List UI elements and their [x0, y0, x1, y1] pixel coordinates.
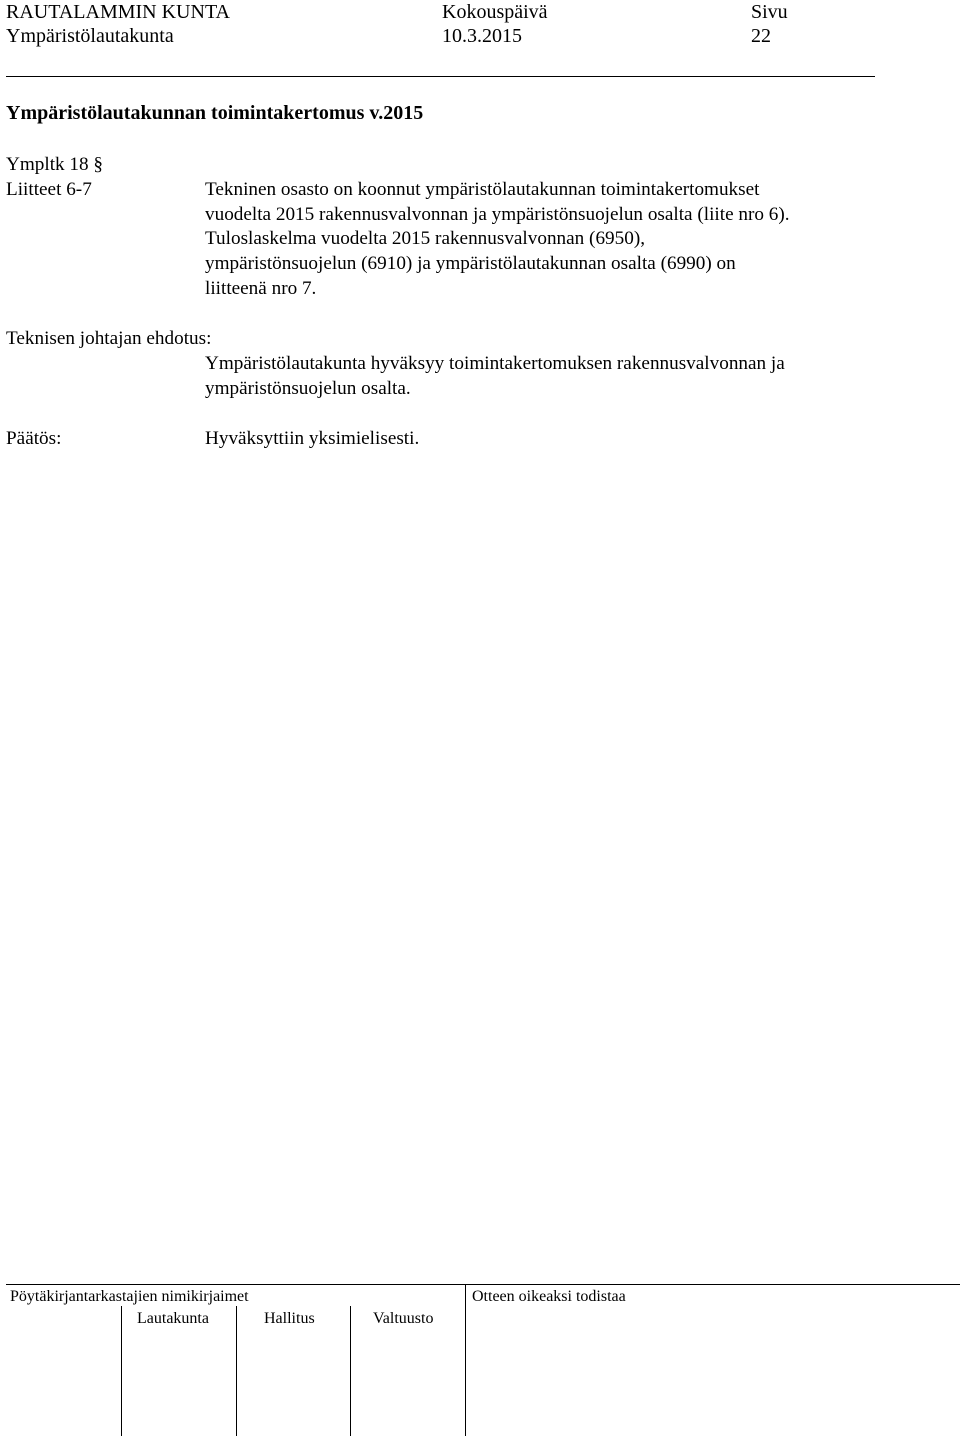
proposal-line: Ympäristölautakunta hyväksyy toimintakertomuksen rakennusvalvonnan ja	[205, 353, 785, 374]
footer-top-line	[6, 1284, 960, 1285]
page-label: Sivu	[751, 1, 788, 23]
decision-text: Hyväksyttiin yksimielisesti.	[205, 428, 420, 449]
footer-col-valtuusto: Valtuusto	[373, 1310, 434, 1327]
proposal-label: Teknisen johtajan ehdotus:	[6, 328, 212, 349]
body-line: liitteenä nro 7.	[205, 278, 317, 299]
body-line: ympäristönsuojelun (6910) ja ympäristölautakunnan osalta (6990) on	[205, 253, 736, 274]
footer-col-divider	[121, 1306, 122, 1436]
footer-divider	[465, 1284, 466, 1436]
proposal-line: ympäristönsuojelun osalta.	[205, 378, 411, 399]
certify-label: Otteen oikeaksi todistaa	[472, 1288, 626, 1305]
header-divider	[6, 76, 875, 77]
section-ref: Ympltk 18 §	[6, 154, 104, 175]
initials-label: Pöytäkirjantarkastajien nimikirjaimet	[10, 1288, 249, 1305]
section-title: Ympäristölautakunnan toimintakertomus v.2015	[6, 102, 424, 124]
body-line: Tekninen osasto on koonnut ympäristölautakunnan toimintakertomukset	[205, 179, 760, 200]
meeting-date: 10.3.2015	[442, 25, 522, 47]
body-line: Tuloslaskelma vuodelta 2015 rakennusvalvonnan (6950),	[205, 228, 646, 249]
board-name: Ympäristölautakunta	[6, 25, 174, 47]
footer-col-hallitus: Hallitus	[264, 1310, 315, 1327]
org-name: RAUTALAMMIN KUNTA	[6, 1, 231, 23]
attachments-label: Liitteet 6-7	[6, 179, 92, 200]
footer-col-lautakunta: Lautakunta	[137, 1310, 209, 1327]
decision-label: Päätös:	[6, 428, 62, 449]
body-line: vuodelta 2015 rakennusvalvonnan ja ympäristönsuojelun osalta (liite nro 6).	[205, 204, 790, 225]
page-number: 22	[751, 25, 771, 47]
meeting-date-label: Kokouspäivä	[442, 1, 548, 23]
footer-col-divider	[350, 1306, 351, 1436]
footer-col-divider	[236, 1306, 237, 1436]
